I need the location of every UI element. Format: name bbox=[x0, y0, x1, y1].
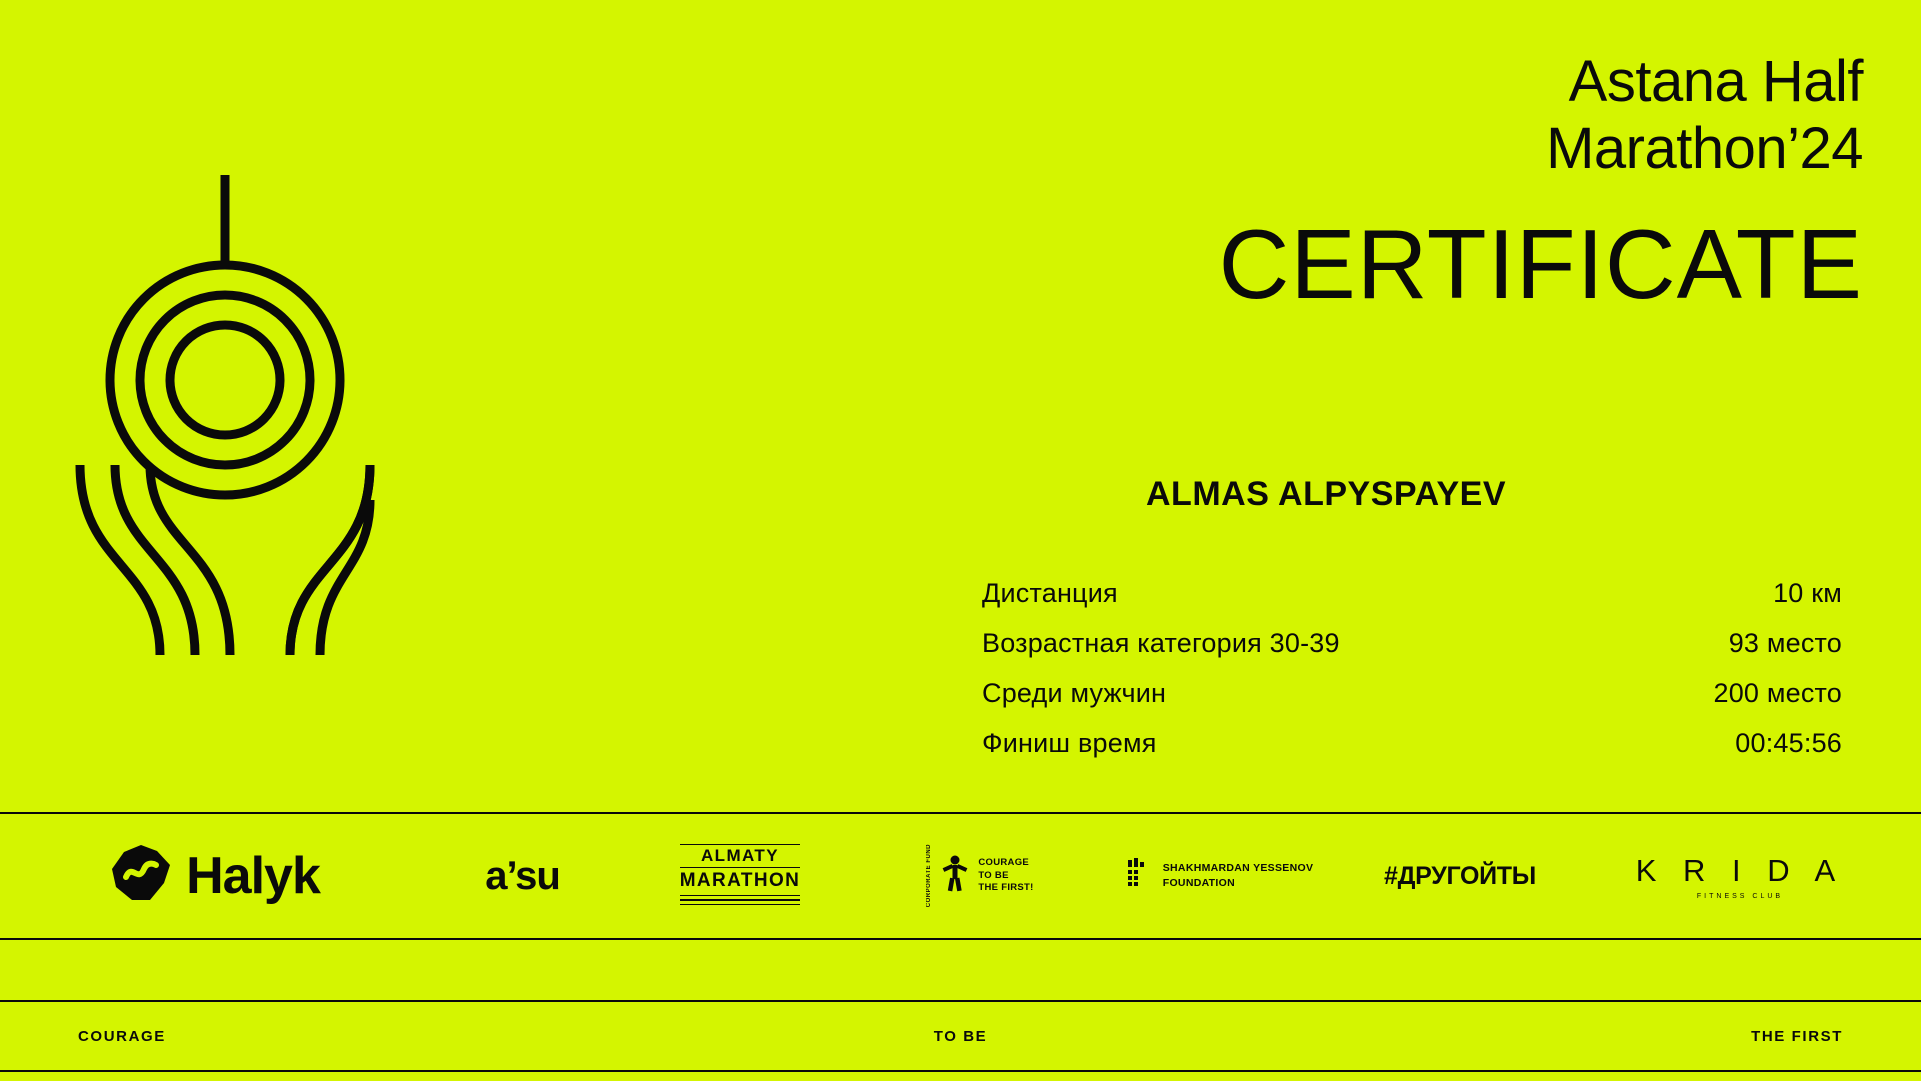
divider-bottom bbox=[0, 1070, 1921, 1072]
krida-logo-icon bbox=[1636, 853, 1844, 900]
cf-line-3: THE FIRST! bbox=[978, 882, 1034, 894]
result-value: 10 км bbox=[1773, 578, 1842, 608]
almaty-rules bbox=[680, 895, 801, 906]
almaty-line-2: MARATHON bbox=[679, 869, 801, 891]
yessenov-foundation-logo-icon bbox=[1127, 858, 1314, 895]
event-title-line-1: Astana Half bbox=[1568, 49, 1863, 114]
result-row bbox=[982, 618, 1842, 668]
slogan-left: COURAGE bbox=[78, 1027, 166, 1045]
runner-figure-icon bbox=[940, 854, 970, 897]
marathon-emblem-icon bbox=[70, 175, 450, 655]
halyk-label: Halyk bbox=[186, 847, 320, 905]
cf-line-2: TO BE bbox=[978, 869, 1009, 881]
result-row bbox=[982, 568, 1842, 618]
sponsor-almaty-marathon bbox=[615, 814, 865, 938]
result-label: Финиш время bbox=[982, 728, 1157, 758]
almaty-line-1: ALMATY bbox=[680, 844, 801, 868]
result-label: Возрастная категория 30-39 bbox=[982, 628, 1340, 658]
footer-slogan bbox=[0, 1002, 1921, 1070]
sponsor-yessenov-foundation bbox=[1095, 814, 1345, 938]
event-title bbox=[963, 48, 1863, 183]
sponsor-krida bbox=[1575, 814, 1905, 938]
event-title-line-2: Marathon’24 bbox=[1546, 116, 1863, 182]
drugoity-logo-icon: #ДРУГОЙТЫ bbox=[1384, 861, 1536, 890]
results-list bbox=[982, 568, 1842, 768]
slogan-right: THE FIRST bbox=[1751, 1027, 1843, 1045]
sponsor-corporate-fund bbox=[865, 814, 1095, 938]
result-row bbox=[982, 668, 1842, 718]
athlete-name bbox=[963, 475, 1863, 514]
sponsor-halyk bbox=[0, 814, 430, 938]
slogan-center: TO BE bbox=[933, 1027, 988, 1045]
result-row bbox=[982, 718, 1842, 768]
sponsor-asu bbox=[430, 814, 615, 938]
corporate-fund-side-label: CORPORATE FUND bbox=[926, 844, 933, 908]
result-value: 00:45:56 bbox=[1735, 728, 1842, 758]
syf-line-2: FOUNDATION bbox=[1162, 877, 1235, 889]
divider-sponsors-bottom bbox=[0, 938, 1921, 940]
corporate-fund-logo-icon bbox=[926, 844, 1033, 907]
result-label: Среди мужчин bbox=[982, 678, 1167, 708]
krida-label: K R I D A bbox=[1635, 852, 1845, 888]
result-value: 200 место bbox=[1713, 678, 1842, 708]
result-label: Дистанция bbox=[982, 578, 1118, 608]
sponsor-drugoity bbox=[1345, 814, 1575, 938]
corporate-fund-text bbox=[978, 857, 1033, 895]
syf-line-1: SHAKHMARDAN YESSENOV bbox=[1162, 862, 1314, 875]
krida-sublabel: FITNESS CLUB bbox=[1696, 892, 1784, 900]
yessenov-foundation-text bbox=[1163, 861, 1314, 890]
yessenov-mark-icon bbox=[1127, 858, 1153, 895]
sponsor-strip bbox=[0, 814, 1921, 938]
cf-line-1: COURAGE bbox=[978, 856, 1030, 868]
page-title: CERTIFICATE bbox=[1218, 209, 1863, 319]
asu-logo-icon: a’su bbox=[485, 853, 560, 898]
athlete-name-text: ALMAS ALPYSPAYEV bbox=[1146, 475, 1507, 513]
almaty-marathon-logo-icon bbox=[680, 844, 801, 909]
halyk-logo-icon bbox=[110, 843, 172, 910]
result-value: 93 место bbox=[1728, 628, 1842, 658]
